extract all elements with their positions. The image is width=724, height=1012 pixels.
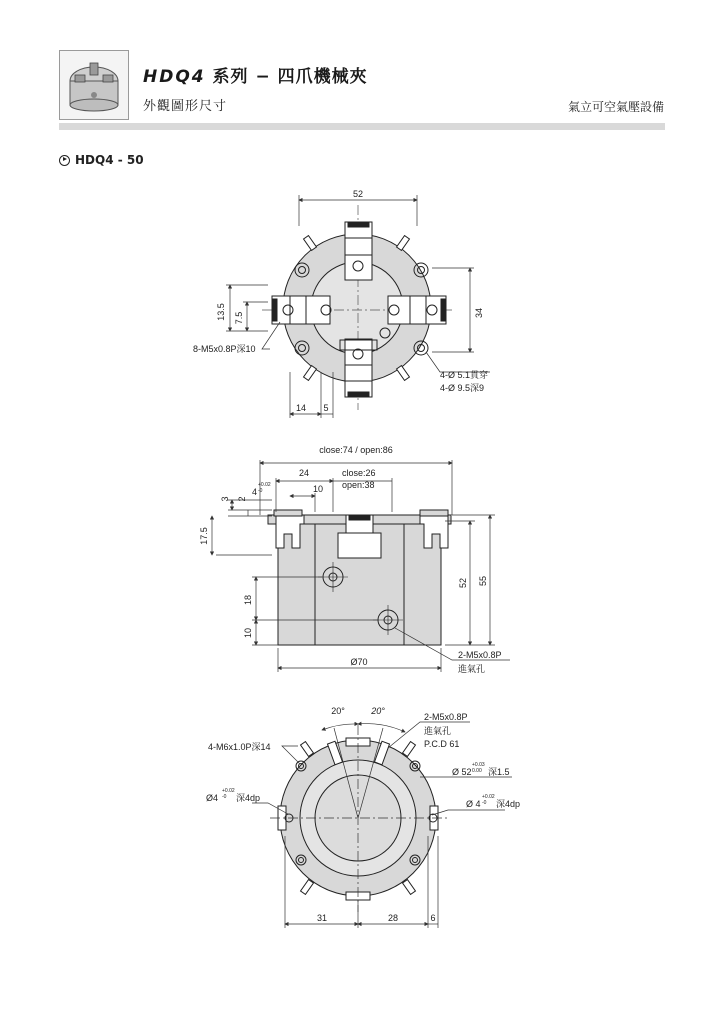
dim-2: 2 <box>237 496 247 502</box>
company-name: 氣立可空氣壓設備 <box>567 100 664 114</box>
dim-4: 4 <box>252 487 258 497</box>
dim-open: open:38 <box>342 480 375 490</box>
dim-dia70: Ø70 <box>350 657 368 667</box>
tol-52-upper: +0.03 <box>472 762 485 768</box>
dim-6: 6 <box>430 913 436 923</box>
side-view <box>199 445 510 674</box>
note-dia4-right-depth: 深4dp <box>496 799 521 809</box>
note-dia4-left-depth: 深4dp <box>236 793 261 803</box>
model-label: HDQ4 - 50 <box>75 153 144 167</box>
dim-14: 14 <box>295 403 307 413</box>
note-dia52: Ø 52 <box>452 767 472 777</box>
dim-52-height: 52 <box>458 577 468 589</box>
dim-10-lower: 10 <box>243 627 253 639</box>
note-through-hole: 4-Ø 5.1貫穿 <box>440 370 489 380</box>
page-subtitle: 外觀圖形尺寸 <box>143 99 228 114</box>
note-pcd: P.C.D 61 <box>424 739 460 749</box>
angle-left: 20° <box>331 706 345 716</box>
title-rest: 系列 − 四爪機械夾 <box>212 67 368 87</box>
jaw-bottom <box>345 339 372 397</box>
note-port-thread-bottom: 2-M5x0.8P <box>424 712 468 722</box>
dim-28: 28 <box>387 913 399 923</box>
dim-31: 31 <box>316 913 328 923</box>
note-dia4-left: Ø4 <box>206 793 219 803</box>
note-thread: 8-M5x0.8P深10 <box>193 344 256 354</box>
tol-4-left-upper: +0.02 <box>222 788 235 794</box>
note-counterbore: 4-Ø 9.5深9 <box>440 383 485 393</box>
note-port-label: 進氣孔 <box>458 664 486 674</box>
tol-4-upper: +0.02 <box>258 482 271 488</box>
dim-13-5: 13.5 <box>216 303 226 321</box>
dim-34: 34 <box>474 307 484 319</box>
dim-close: close:26 <box>342 468 376 478</box>
tol-4-left-lower: -0 <box>222 794 227 800</box>
tol-4-right-lower: -0 <box>482 800 487 806</box>
tol-4-lower: -0 <box>258 488 263 494</box>
note-m6-thread: 4-M6x1.0P深14 <box>208 742 271 752</box>
dim-17-5: 17.5 <box>199 527 209 545</box>
series-code: HDQ4 <box>143 67 206 87</box>
dim-10: 10 <box>312 484 324 494</box>
dim-7-5: 7.5 <box>234 311 244 325</box>
dim-24: 24 <box>298 468 310 478</box>
dim-3: 3 <box>220 496 230 502</box>
dim-5: 5 <box>323 403 329 413</box>
tol-4-right-upper: +0.02 <box>482 794 495 800</box>
note-port-thread: 2-M5x0.8P <box>458 650 502 660</box>
top-view <box>193 189 490 418</box>
bottom-view <box>206 706 520 928</box>
angle-right: 20° <box>371 706 385 716</box>
dim-52: 52 <box>352 189 364 199</box>
dim-stroke: close:74 / open:86 <box>319 445 393 455</box>
dim-55-height: 55 <box>478 575 488 587</box>
note-dia4-right: Ø 4 <box>466 799 481 809</box>
note-port-label-bottom: 進氣孔 <box>424 726 452 736</box>
note-dia52-depth: 深1.5 <box>488 767 510 777</box>
dim-18: 18 <box>243 594 253 606</box>
tol-52-lower: 0.00 <box>472 768 482 774</box>
